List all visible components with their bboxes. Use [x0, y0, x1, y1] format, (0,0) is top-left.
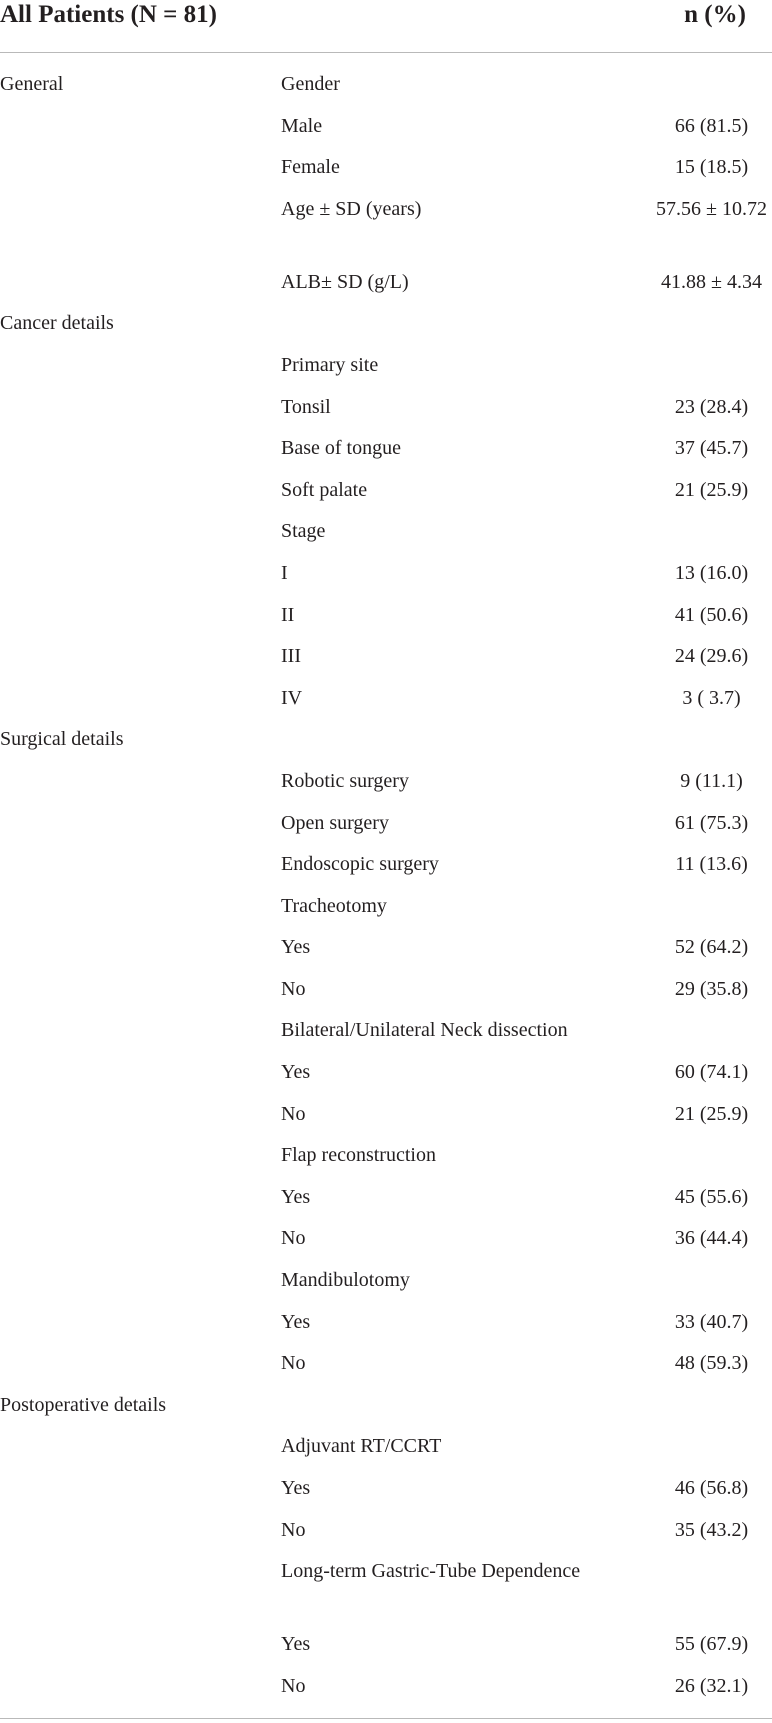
variable-cell: Male [281, 114, 323, 137]
table-bottom-rule [0, 1718, 772, 1719]
table-row [0, 1555, 772, 1628]
variable-cell: Yes [281, 936, 311, 959]
variable-cell: III [281, 645, 301, 668]
variable-cell: Base of tongue [281, 437, 401, 460]
value-cell: 41 (50.6) [674, 603, 749, 626]
value-cell: 46 (56.8) [674, 1477, 749, 1499]
table-row [0, 1014, 772, 1056]
value-cell: 55 (67.9) [674, 1633, 749, 1656]
variable-cell: Stage [281, 520, 326, 543]
variable-cell: Yes [281, 1633, 311, 1656]
variable-cell: Robotic surgery [281, 769, 409, 792]
value-cell: 48 (59.3) [674, 1352, 749, 1375]
value-cell: 35 (43.2) [674, 1518, 749, 1541]
table-header [0, 0, 772, 53]
variable-cell: Long-term Gastric-Tube Dependence [281, 1560, 581, 1583]
variable-cell: Female [281, 156, 340, 179]
variable-cell: Yes [281, 1477, 311, 1499]
value-cell: 29 (35.8) [674, 977, 749, 1000]
variable-cell: Bilateral/Unilateral Neck dissection [281, 1019, 568, 1042]
value-cell: 13 (16.0) [674, 561, 749, 584]
value-cell: 9 (11.1) [680, 769, 743, 792]
value-cell: 37 (45.7) [674, 437, 749, 460]
value-cell: 26 (32.1) [674, 1674, 749, 1697]
table-row [0, 682, 772, 724]
table-row [0, 599, 772, 641]
value-cell: 21 (25.9) [674, 478, 749, 501]
table-row [0, 848, 772, 890]
variable-cell: Mandibulotomy [281, 1269, 410, 1292]
table-row [0, 931, 772, 973]
value-cell: 41.88 ± 4.34 [661, 270, 762, 293]
table-row [0, 432, 772, 474]
variable-cell: Tracheotomy [281, 894, 387, 917]
variable-cell: Soft palate [281, 478, 368, 501]
table-row [0, 68, 772, 110]
value-cell: 24 (29.6) [674, 645, 749, 668]
value-cell: 45 (55.6) [674, 1185, 749, 1208]
header-n-percent: n (%) [684, 1, 746, 28]
variable-cell: Yes [281, 1310, 311, 1333]
variable-cell: ALB± SD (g/L) [281, 270, 409, 293]
table-row [0, 110, 772, 152]
value-cell: 57.56 ± 10.72 [656, 197, 767, 220]
variable-cell: Tonsil [281, 395, 331, 418]
variable-cell: Adjuvant RT/CCRT [281, 1435, 442, 1458]
table-row [0, 1222, 772, 1264]
variable-cell: Yes [281, 1185, 311, 1208]
table-body [0, 53, 772, 1711]
value-cell: 23 (28.4) [674, 395, 749, 418]
table-row [0, 193, 772, 266]
variable-cell: No [281, 1352, 306, 1375]
table-row [0, 1430, 772, 1472]
table-row [0, 807, 772, 849]
value-cell: 15 (18.5) [674, 156, 749, 179]
category-cell: General [0, 73, 64, 95]
table-row [0, 1056, 772, 1098]
value-cell: 60 (74.1) [674, 1061, 749, 1084]
table-row [0, 1098, 772, 1140]
variable-cell: Endoscopic surgery [281, 853, 439, 876]
table-row [0, 266, 772, 308]
table-row [0, 515, 772, 557]
table-row [0, 1139, 772, 1181]
table-row [0, 1670, 772, 1712]
variable-cell: II [281, 603, 295, 626]
table-row [0, 723, 772, 765]
table-row [0, 349, 772, 391]
variable-cell: Primary site [281, 353, 379, 376]
category-cell: Postoperative details [0, 1393, 167, 1416]
variable-cell: Gender [281, 73, 340, 95]
variable-cell: No [281, 1674, 306, 1697]
table-row [0, 890, 772, 932]
variable-cell: No [281, 1102, 306, 1125]
variable-cell: No [281, 1518, 306, 1541]
variable-cell: No [281, 1227, 306, 1250]
table-row [0, 1389, 772, 1431]
table-row [0, 1347, 772, 1389]
table-row [0, 1514, 772, 1556]
variable-cell: IV [281, 686, 303, 709]
variable-cell: Age ± SD (years) [281, 197, 422, 220]
table-row [0, 1181, 772, 1223]
table-row [0, 1264, 772, 1306]
table-row [0, 1306, 772, 1348]
table-row [0, 557, 772, 599]
variable-cell: Open surgery [281, 811, 389, 834]
value-cell: 66 (81.5) [674, 114, 749, 137]
table-row [0, 1472, 772, 1514]
value-cell: 3 ( 3.7) [682, 686, 741, 709]
value-cell: 52 (64.2) [674, 936, 749, 959]
value-cell: 11 (13.6) [675, 853, 748, 876]
value-cell: 36 (44.4) [674, 1227, 749, 1250]
category-cell: Surgical details [0, 728, 124, 751]
value-cell: 33 (40.7) [674, 1310, 749, 1333]
variable-cell: No [281, 977, 306, 1000]
variable-cell: I [281, 561, 288, 584]
variable-cell: Yes [281, 1061, 311, 1084]
table-row [0, 307, 772, 349]
value-cell: 21 (25.9) [674, 1102, 749, 1125]
variable-cell: Flap reconstruction [281, 1144, 436, 1167]
table-row [0, 973, 772, 1015]
table-row [0, 640, 772, 682]
table-row [0, 151, 772, 193]
header-all-patients: All Patients (N = 81) [0, 1, 217, 28]
table-row [0, 1628, 772, 1670]
category-cell: Cancer details [0, 312, 114, 335]
table-row [0, 391, 772, 433]
value-cell: 61 (75.3) [674, 811, 749, 834]
table-row [0, 765, 772, 807]
table-row [0, 474, 772, 516]
